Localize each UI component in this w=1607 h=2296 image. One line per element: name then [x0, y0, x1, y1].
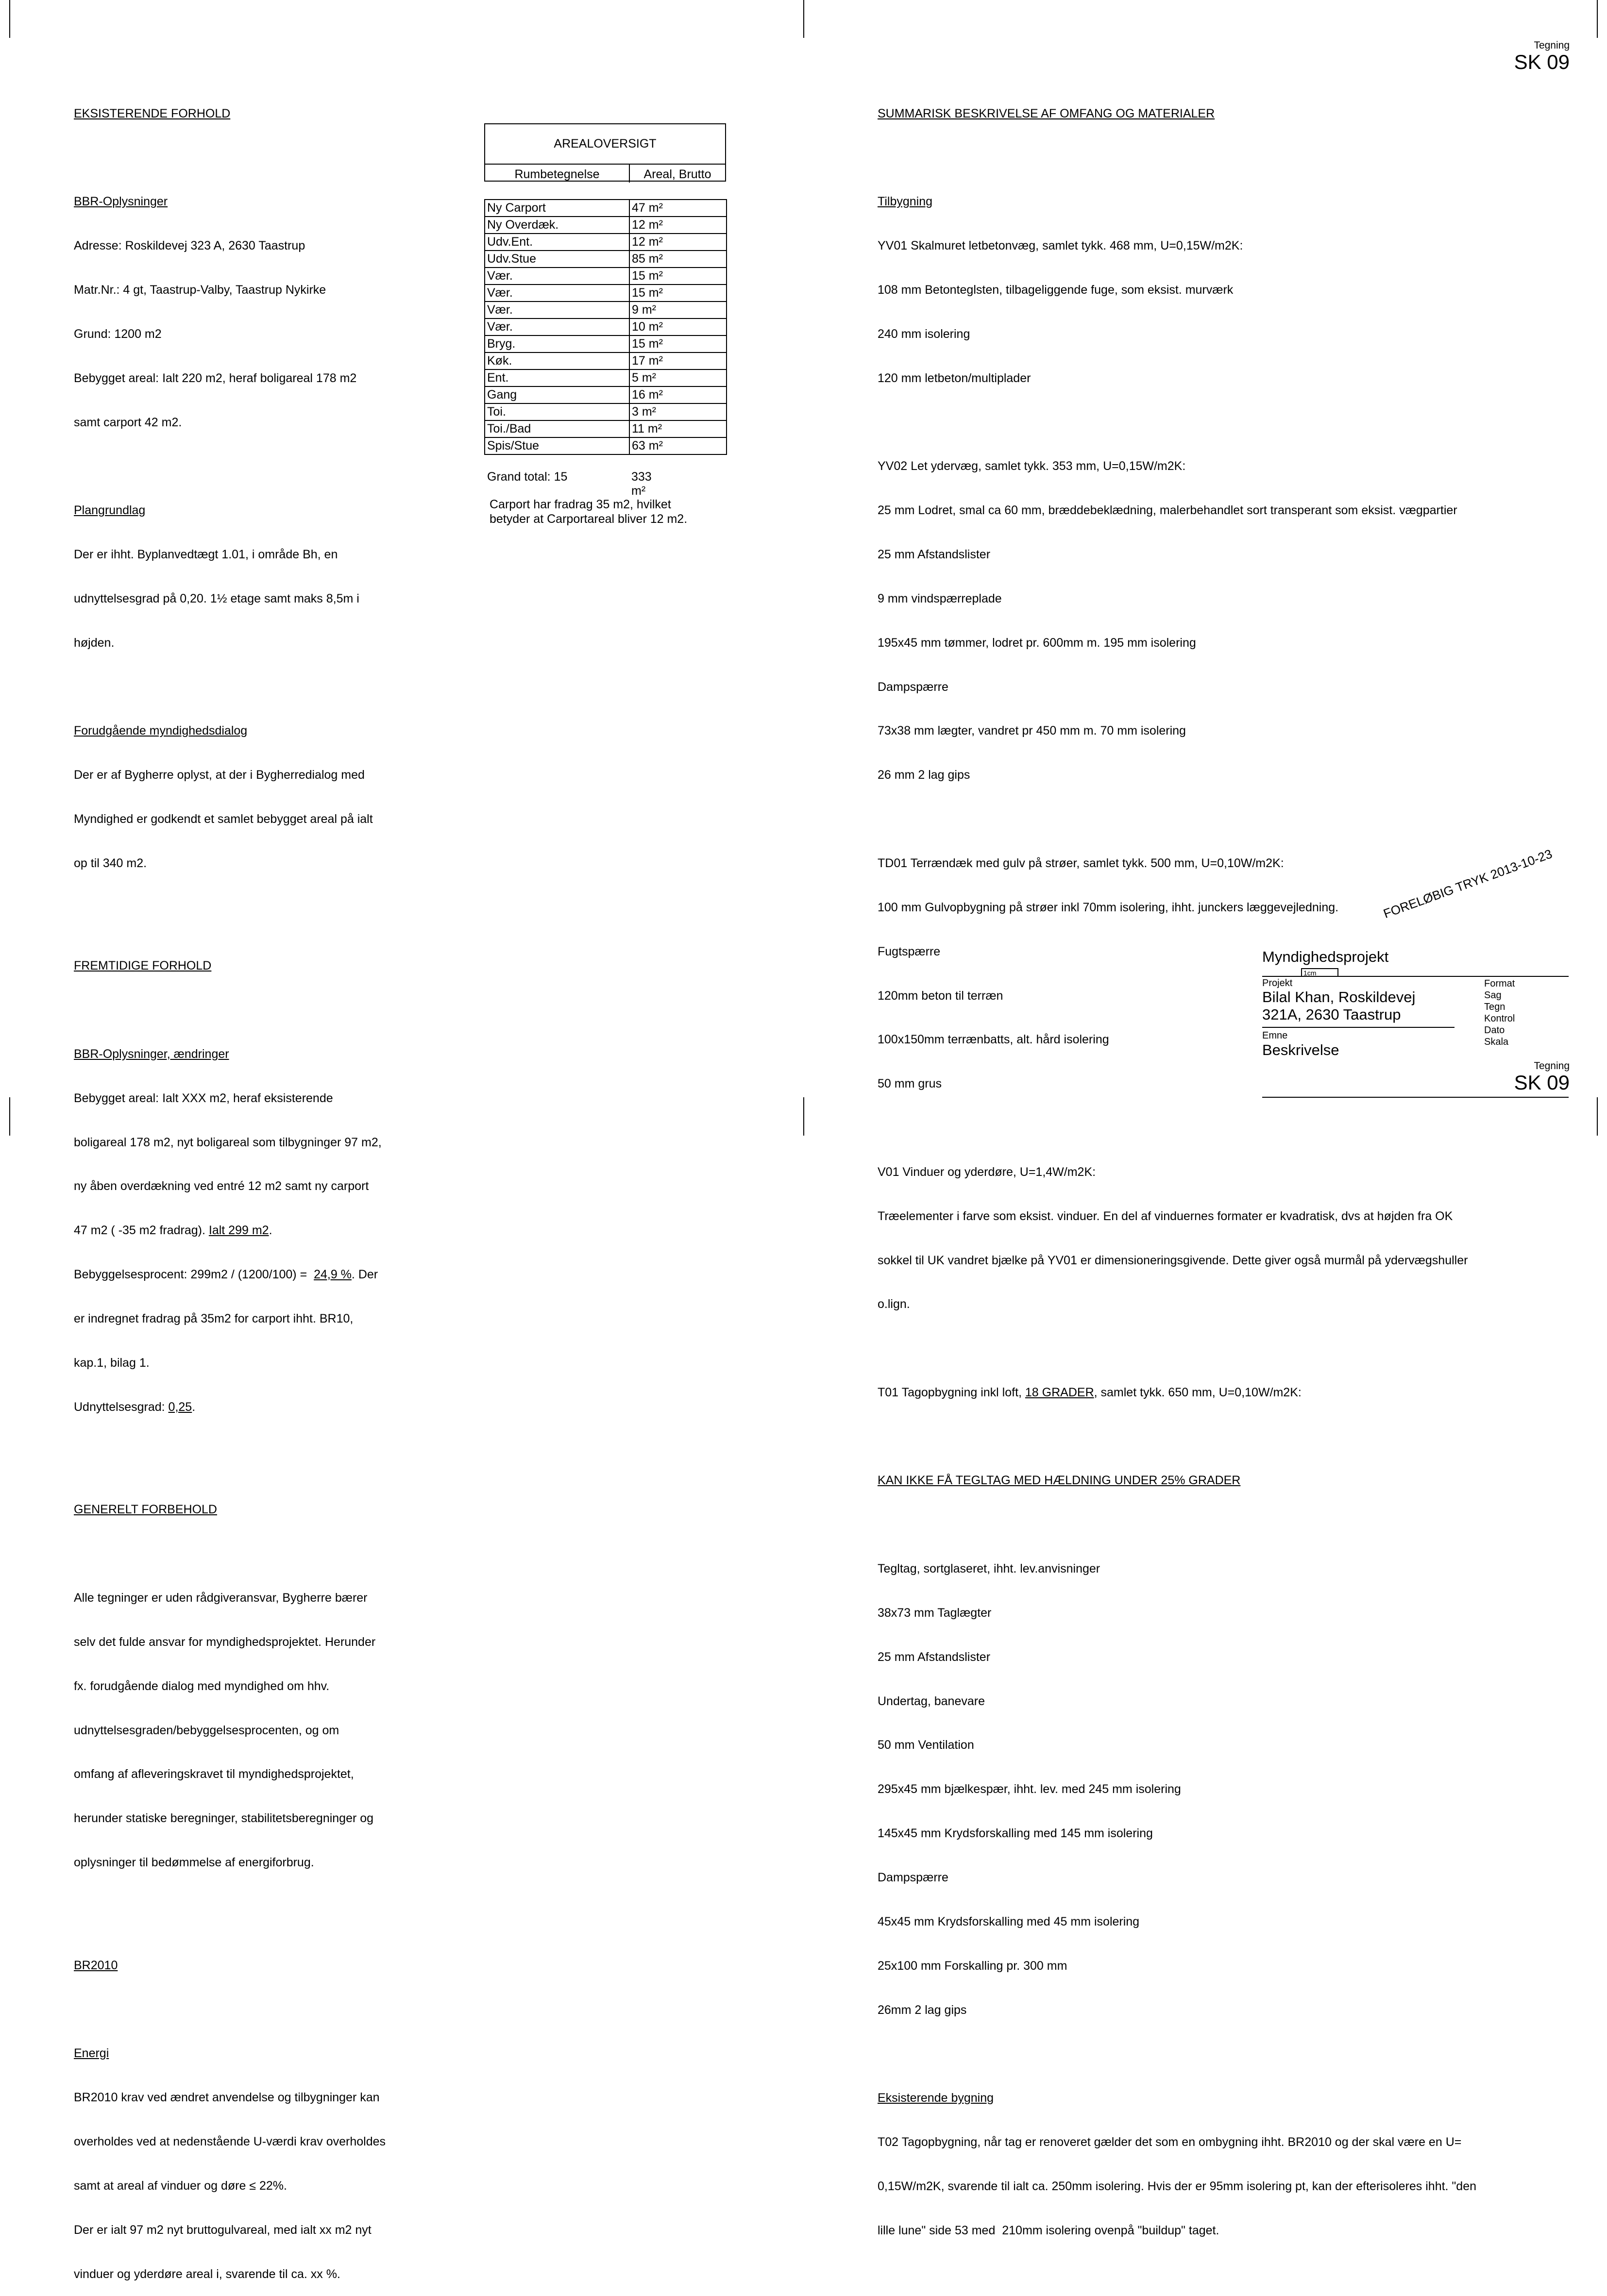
emne-value: Beskrivelse	[1262, 1041, 1339, 1058]
room-area: 15 m²	[629, 285, 727, 302]
divider	[1262, 1027, 1455, 1028]
note-line: betyder at Carportareal bliver 12 m2.	[490, 512, 688, 526]
room-name: Vær.	[485, 268, 629, 285]
divider	[629, 165, 630, 183]
utilization-value: 0,25	[168, 1400, 192, 1414]
future-line: 47 m2 ( -35 m2 fradrag). Ialt 299 m2.	[74, 1223, 272, 1238]
area-table	[484, 199, 727, 455]
t01-line: T01 Tagopbygning inkl loft, 18 GRADER, samlet tykk. 650 mm, U=0,10W/m2K:	[878, 1385, 1302, 1399]
room-area: 10 m²	[629, 318, 727, 335]
room-name: Toi.	[485, 403, 629, 420]
room-name: Bryg.	[485, 335, 629, 352]
room-area: 3 m²	[629, 403, 727, 420]
v01-line: sokkel til UK vandret bjælke på YV01 er dimensioneringsgivende. Dette giver også murmål på ydervægshuller	[878, 1253, 1468, 1267]
room-name: Ny Carport	[485, 200, 629, 217]
grand-total-value: 333 m²	[631, 470, 652, 498]
grand-total	[487, 470, 652, 498]
br2010-line: overholdes ved at nedenstående U-værdi krav overholdes	[74, 2135, 386, 2148]
room-name: Udv.Stue	[485, 251, 629, 268]
td01-line: 50 mm grus	[878, 1077, 942, 1091]
table-row	[485, 268, 727, 285]
reservation-line: udnyttelsesgraden/bebyggelsesprocenten, og om	[74, 1723, 339, 1737]
future-bbr-heading: BBR-Oplysninger, ændringer	[74, 1047, 229, 1061]
room-name: Køk.	[485, 352, 629, 369]
table-row	[485, 403, 727, 420]
yv01-line: 120 mm letbeton/multiplader	[878, 371, 1031, 385]
td01-line: 120mm beton til terræn	[878, 989, 1003, 1003]
preliminary-stamp: FORELØBIG TRYK 2013-10-23	[1381, 846, 1555, 922]
building-percent: 24,9 %	[314, 1268, 352, 1282]
total-area: Ialt 299 m2	[208, 1223, 269, 1238]
energy-heading: Energi	[74, 2046, 109, 2061]
tile-warning: KAN IKKE FÅ TEGLTAG MED HÆLDNING UNDER 25% GRADER	[878, 1474, 1241, 1488]
reservation-line: fx. forudgående dialog med myndighed om hhv.	[74, 1679, 330, 1693]
reservation-heading: GENERELT FORBEHOLD	[74, 1503, 217, 1517]
v01-line: V01 Vinduer og yderdøre, U=1,4W/m2K:	[878, 1165, 1096, 1179]
crop-mark	[803, 1097, 804, 1136]
area-title: AREALOVERSIGT	[554, 137, 657, 151]
table-row	[485, 386, 727, 403]
existing-building-line: 0,15W/m2K, svarende til ialt ca. 250mm isolering. Hvis der er 95mm isolering pt, kan der efterisoleres ihht. "den	[878, 2179, 1477, 2194]
roof-line: 45x45 mm Krydsforskalling med 45 mm isolering	[878, 1915, 1140, 1929]
future-line: Bebyggelsesprocent: 299m2 / (1200/100) = 24,9 %. Der	[74, 1268, 378, 1282]
right-column	[878, 77, 1557, 2253]
room-name: Gang	[485, 386, 629, 403]
field-skala: Skala	[1484, 1037, 1509, 1047]
yv01-line: 240 mm isolering	[878, 327, 970, 341]
plan-line: udnyttelsesgrad på 0,20. 1½ etage samt maks 8,5m i	[74, 591, 359, 605]
yv02-line: Dampspærre	[878, 680, 948, 694]
future-heading: FREMTIDIGE FORHOLD	[74, 959, 212, 973]
yv02-line: YV02 Let ydervæg, samlet tykk. 353 mm, U=0,15W/m2K:	[878, 459, 1186, 473]
yv02-line: 195x45 mm tømmer, lodret pr. 600mm m. 195 mm isolering	[878, 636, 1196, 650]
room-area: 9 m²	[629, 302, 727, 318]
room-area: 5 m²	[629, 369, 727, 386]
yv01-line: 108 mm Betonteglsten, tilbageliggende fuge, som eksist. murværk	[878, 283, 1234, 297]
dialog-line: Der er af Bygherre oplyst, at der i Bygherredialog med	[74, 768, 365, 782]
area-note	[490, 497, 687, 527]
tegning-value: SK 09	[1514, 1071, 1570, 1094]
room-area: 47 m²	[629, 200, 727, 217]
room-area: 85 m²	[629, 251, 727, 268]
crop-mark	[1597, 0, 1598, 38]
roof-line: Dampspærre	[878, 1871, 948, 1885]
br2010-line: BR2010 krav ved ændret anvendelse og tilbygninger kan	[74, 2091, 380, 2105]
field-sag: Sag	[1484, 990, 1502, 1001]
existing-building-line: T02 Tagopbygning, når tag er renoveret gælder det som en ombygning ihht. BR2010 og der skal være en U=	[878, 2135, 1462, 2149]
roof-line: 25x100 mm Forskalling pr. 300 mm	[878, 1959, 1067, 1973]
plan-line: Der er ihht. Byplanvedtægt 1.01, i område Bh, en	[74, 547, 338, 561]
divider	[1262, 1097, 1569, 1098]
area-column-headers	[485, 164, 725, 183]
table-row	[485, 200, 727, 217]
bbr-heading: BBR-Oplysninger	[74, 195, 168, 209]
table-row	[485, 285, 727, 302]
future-line: er indregnet fradrag på 35m2 for carport ihht. BR10,	[74, 1312, 354, 1326]
roof-line: 295x45 mm bjælkespær, ihht. lev. med 245 mm isolering	[878, 1782, 1181, 1796]
td01-line: TD01 Terrændæk med gulv på strøer, samlet tykk. 500 mm, U=0,10W/m2K:	[878, 856, 1284, 870]
v01-line: Træelementer i farve som eksist. vinduer. En del af vinduernes formater er kvadratisk, dvs at højden fra OK	[878, 1209, 1453, 1223]
plan-line: højden.	[74, 636, 115, 650]
table-row	[485, 251, 727, 268]
br2010-line: samt at areal af vinduer og døre ≤ 22%.	[74, 2179, 287, 2193]
drawing-label-top: Tegning	[1534, 40, 1570, 51]
yv02-line: 73x38 mm lægter, vandret pr 450 mm m. 70 mm isolering	[878, 724, 1186, 738]
yv02-line: 9 mm vindspærreplade	[878, 591, 1002, 605]
dialog-line: op til 340 m2.	[74, 856, 147, 870]
table-row	[485, 217, 727, 234]
reservation-line: oplysninger til bedømmelse af energiforbrug.	[74, 1856, 314, 1870]
yv02-line: 25 mm Afstandslister	[878, 547, 991, 561]
existing-building-heading: Eksisterende bygning	[878, 2091, 994, 2105]
room-area: 15 m²	[629, 335, 727, 352]
room-name: Toi./Bad	[485, 420, 629, 437]
room-name: Vær.	[485, 302, 629, 318]
note-line: Carport har fradrag 35 m2, hvilket	[490, 498, 671, 511]
room-area: 12 m²	[629, 234, 727, 251]
area-col2-header: Areal, Brutto	[643, 168, 711, 181]
room-name: Udv.Ent.	[485, 234, 629, 251]
future-line: boligareal 178 m2, nyt boligareal som tilbygninger 97 m2,	[74, 1135, 382, 1149]
field-kontrol: Kontrol	[1484, 1013, 1515, 1024]
room-area: 12 m²	[629, 217, 727, 234]
bbr-line: Adresse: Roskildevej 323 A, 2630 Taastrup	[74, 238, 305, 252]
projekt-line: 321A, 2630 Taastrup	[1262, 1006, 1401, 1023]
bbr-line: Bebygget areal: Ialt 220 m2, heraf boligareal 178 m2	[74, 371, 357, 385]
projekt-label: Projekt	[1262, 978, 1293, 989]
td01-line: 100x150mm terrænbatts, alt. hård isolering	[878, 1033, 1109, 1047]
dialog-line: Myndighed er godkendt et samlet bebygget areal på ialt	[74, 812, 373, 826]
table-row	[485, 318, 727, 335]
br2010-line: vinduer og yderdøre areal i, svarende til ca. xx %.	[74, 2267, 340, 2281]
td01-line: Fugtspærre	[878, 944, 941, 958]
roof-pitch: 18 GRADER	[1025, 1385, 1094, 1399]
crop-mark	[1597, 1097, 1598, 1136]
td01-line: 100 mm Gulvopbygning på strøer inkl 70mm isolering, ihht. junckers læggevejledning.	[878, 900, 1339, 914]
reservation-line: selv det fulde ansvar for myndighedsprojektet. Herunder	[74, 1635, 376, 1649]
existing-heading: EKSISTERENDE FORHOLD	[74, 106, 231, 120]
drawing-number-top: SK 09	[1514, 50, 1570, 73]
projekt-line: Bilal Khan, Roskildevej	[1262, 989, 1416, 1006]
v01-line: o.lign.	[878, 1297, 910, 1311]
table-row	[485, 302, 727, 318]
table-row	[485, 234, 727, 251]
roof-line: 38x73 mm Taglægter	[878, 1606, 992, 1620]
tilbygning-heading: Tilbygning	[878, 195, 933, 209]
area-table-header	[484, 123, 726, 182]
room-area: 16 m²	[629, 386, 727, 403]
roof-line: 25 mm Afstandslister	[878, 1650, 991, 1664]
field-format: Format	[1484, 978, 1515, 989]
crop-mark	[9, 0, 10, 38]
yv01-line: YV01 Skalmuret letbetonvæg, samlet tykk. 468 mm, U=0,15W/m2K:	[878, 238, 1243, 252]
bbr-line: Grund: 1200 m2	[74, 327, 162, 341]
left-column	[74, 77, 423, 2296]
existing-building-line: lille lune" side 53 med 210mm isolering ovenpå "buildup" taget.	[878, 2223, 1219, 2237]
bbr-line: samt carport 42 m2.	[74, 415, 182, 429]
titleblock-title: Myndighedsprojekt	[1262, 948, 1389, 965]
scale-mark: 1cm	[1303, 969, 1317, 977]
room-name: Spis/Stue	[485, 437, 629, 454]
reservation-line: omfang af afleveringskravet til myndighedsprojektet,	[74, 1767, 354, 1781]
dialog-heading: Forudgående myndighedsdialog	[74, 724, 248, 738]
room-name: Vær.	[485, 318, 629, 335]
table-row	[485, 352, 727, 369]
room-name: Ent.	[485, 369, 629, 386]
future-line: Bebygget areal: Ialt XXX m2, heraf eksisterende	[74, 1091, 333, 1105]
roof-line: Tegltag, sortglaseret, ihht. lev.anvisninger	[878, 1561, 1100, 1575]
room-area: 15 m²	[629, 268, 727, 285]
emne-label: Emne	[1262, 1030, 1288, 1041]
roof-line: 26mm 2 lag gips	[878, 2003, 967, 2017]
room-name: Ny Overdæk.	[485, 217, 629, 234]
table-row	[485, 335, 727, 352]
field-dato: Dato	[1484, 1025, 1505, 1036]
grand-total-label: Grand total: 15	[487, 470, 568, 484]
table-row	[485, 437, 727, 454]
area-col1-header: Rumbetegnelse	[514, 168, 600, 181]
crop-mark	[803, 0, 804, 38]
future-line: ny åben overdækning ved entré 12 m2 samt ny carport	[74, 1179, 369, 1193]
roof-line: Undertag, banevare	[878, 1694, 985, 1708]
yv02-line: 26 mm 2 lag gips	[878, 768, 970, 782]
reservation-line: Alle tegninger er uden rådgiveransvar, Bygherre bærer	[74, 1591, 368, 1605]
table-row	[485, 420, 727, 437]
future-line: Udnyttelsesgrad: 0,25.	[74, 1400, 196, 1414]
roof-line: 50 mm Ventilation	[878, 1738, 974, 1752]
plan-heading: Plangrundlag	[74, 503, 146, 518]
br2010-heading: BR2010	[74, 1958, 118, 1972]
bbr-line: Matr.Nr.: 4 gt, Taastrup-Valby, Taastrup Nykirke	[74, 283, 326, 297]
roof-line: 145x45 mm Krydsforskalling med 145 mm isolering	[878, 1827, 1153, 1841]
summary-heading: SUMMARISK BESKRIVELSE AF OMFANG OG MATERIALER	[878, 106, 1215, 120]
br2010-line: Der er ialt 97 m2 nyt bruttogulvareal, med ialt xx m2 nyt	[74, 2223, 372, 2237]
reservation-line: herunder statiske beregninger, stabilitetsberegninger og	[74, 1811, 374, 1826]
crop-mark	[9, 1097, 10, 1136]
room-name: Vær.	[485, 285, 629, 302]
titleblock-fields	[1484, 978, 1515, 1048]
room-area: 11 m²	[629, 420, 727, 437]
tegning-label: Tegning	[1534, 1060, 1570, 1072]
field-tegn: Tegn	[1484, 1002, 1506, 1012]
room-area: 17 m²	[629, 352, 727, 369]
future-line: kap.1, bilag 1.	[74, 1356, 150, 1370]
room-area: 63 m²	[629, 437, 727, 454]
table-row	[485, 369, 727, 386]
yv02-line: 25 mm Lodret, smal ca 60 mm, bræddebeklædning, malerbehandlet sort transperant som eksist. vægpartier	[878, 503, 1457, 518]
